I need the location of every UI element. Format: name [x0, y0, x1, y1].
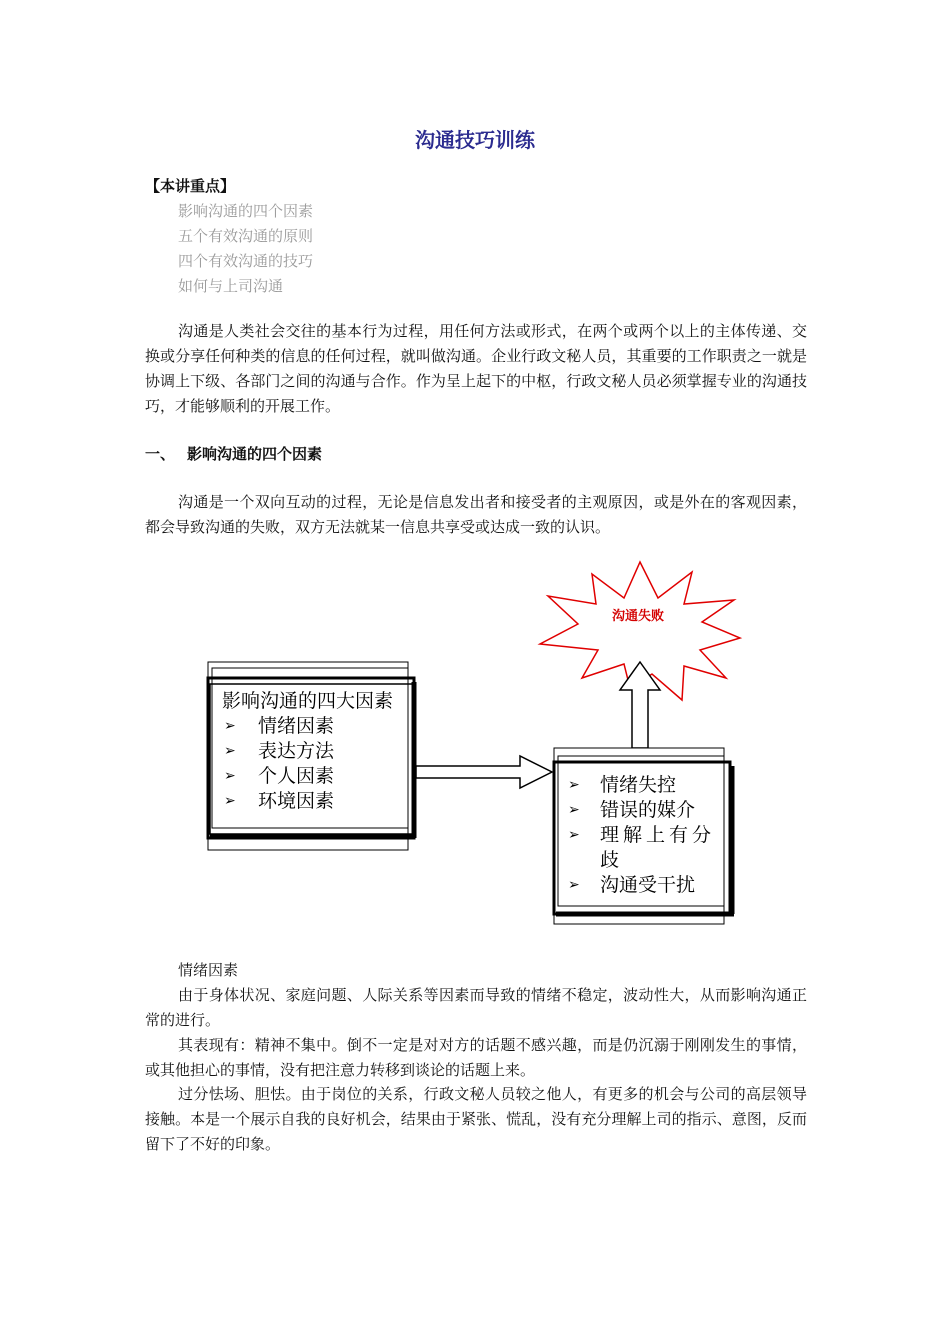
right-box-item: 情绪失控	[600, 774, 677, 796]
emotion-paragraph-2: 其表现有：精神不集中。倒不一定是对对方的话题不感兴趣，而是仍沉溺于刚刚发生的事情，或其他担心的事情，没有把注意力转移到谈论的话题上来。	[145, 1036, 807, 1079]
factors-diagram	[200, 560, 760, 940]
bullet-icon: ➢	[224, 743, 236, 759]
section-heading	[145, 443, 322, 464]
emotion-paragraph-1: 由于身体状况、家庭问题、人际关系等因素而导致的情绪不稳定，波动性大，从而影响沟通正常的进行。	[145, 986, 807, 1029]
failure-burst-label: 沟通失败	[611, 609, 665, 624]
right-box-item: 歧	[600, 849, 620, 871]
left-box-item: 表达方法	[258, 740, 335, 762]
section-number: 一、	[145, 445, 176, 463]
left-box-title: 影响沟通的四大因素	[222, 690, 394, 712]
bullet-icon: ➢	[224, 718, 236, 734]
key-point-item: 五个有效沟通的原则	[178, 227, 314, 245]
key-point-item: 影响沟通的四个因素	[178, 202, 314, 220]
bullet-icon: ➢	[224, 768, 236, 784]
left-box-item: 个人因素	[258, 765, 335, 787]
bullet-icon: ➢	[568, 877, 580, 893]
key-points-heading: 【本讲重点】	[145, 177, 236, 195]
right-box-item: 错误的媒介	[600, 799, 696, 821]
bullet-icon: ➢	[568, 777, 580, 793]
key-point-item: 如何与上司沟通	[178, 277, 284, 295]
left-box-item: 情绪因素	[258, 715, 335, 737]
right-arrow	[416, 756, 552, 788]
section-paragraph: 沟通是一个双向互动的过程，无论是信息发出者和接受者的主观原因，或是外在的客观因素，都会导致沟通的失败，双方无法就某一信息共享受或达成一致的认识。	[145, 493, 807, 536]
emotion-heading: 情绪因素	[178, 961, 239, 979]
left-box-item: 环境因素	[258, 790, 335, 812]
key-points-list	[178, 199, 313, 299]
right-box-item: 沟通受干扰	[600, 874, 696, 896]
bullet-icon: ➢	[568, 827, 580, 843]
key-point-item: 四个有效沟通的技巧	[178, 252, 314, 270]
section-title: 影响沟通的四个因素	[187, 445, 323, 463]
bullet-icon: ➢	[568, 802, 580, 818]
page-title: 沟通技巧训练	[415, 128, 535, 152]
bullet-icon: ➢	[224, 793, 236, 809]
emotion-paragraph-3: 过分怯场、胆怯。由于岗位的关系，行政文秘人员较之他人，有更多的机会与公司的高层领导接触。本是一个展示自我的良好机会，结果由于紧张、慌乱，没有充分理解上司的指示、意图，反而留下了不好的印象。	[145, 1085, 807, 1153]
right-box-item: 理解上有分	[600, 824, 716, 846]
intro-paragraph: 沟通是人类社会交往的基本行为过程，用任何方法或形式，在两个或两个以上的主体传递、交换或分享任何种类的信息的任何过程，就叫做沟通。企业行政文秘人员，其重要的工作职责之一就是协调上下级、各部门之间的沟通与合作。作为呈上起下的中枢，行政文秘人员必须掌握专业的沟通技巧，才能够顺利的开展工作。	[145, 322, 807, 415]
